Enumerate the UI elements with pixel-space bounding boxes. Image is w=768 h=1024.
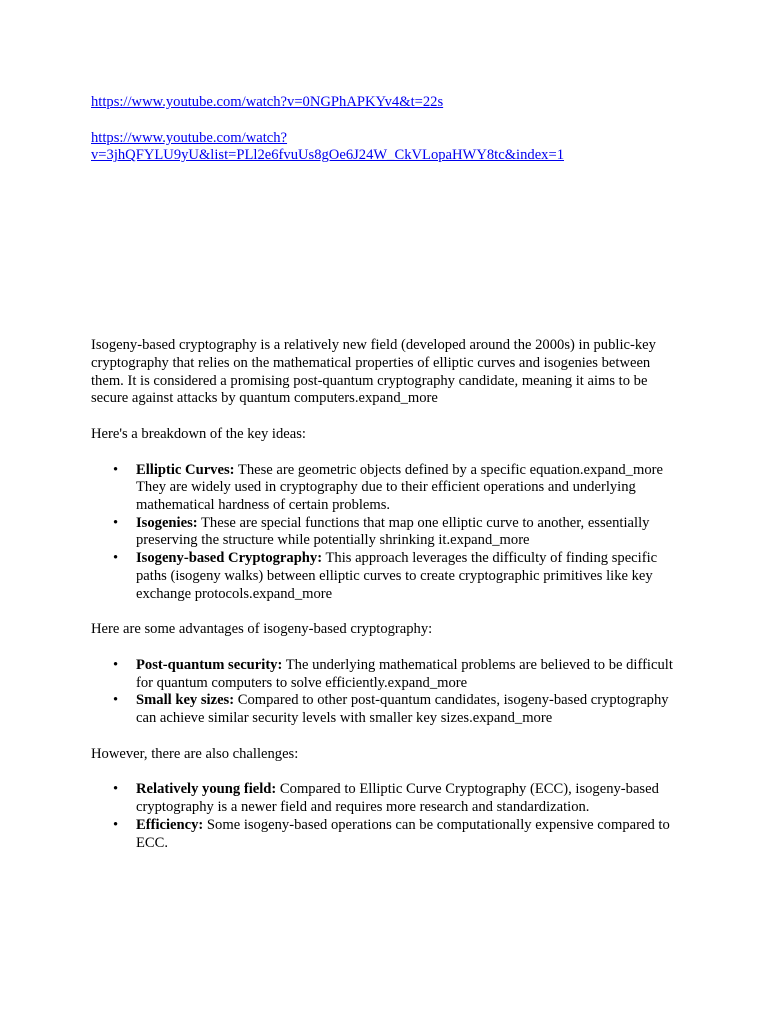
advantages-item-text: The underlying mathematical problems are believed to be difficult for quantum computers to solve efficiently.expand_more	[136, 656, 673, 691]
intro-paragraph: Isogeny-based cryptography is a relatively new field (developed around the 2000s) in public-key cryptography that relies on the mathematical properties of elliptic curves and isogenies between them. It is considered a promising post-quantum cryptography candidate, meaning it aims to be secure against attacks by quantum computers.expand_more	[91, 337, 656, 407]
breakdown-item	[113, 550, 681, 603]
bullet-icon: •	[113, 781, 119, 798]
breakdown-item-term: Isogenies:	[136, 514, 198, 531]
breakdown-list	[91, 462, 681, 604]
challenges-item-term: Relatively young field:	[136, 781, 277, 798]
advantages-item-text: Compared to other post-quantum candidates, isogeny-based cryptography can achieve similar security levels with smaller key sizes.expand_more	[136, 692, 669, 727]
breakdown-item-text: This approach leverages the difficulty of finding specific paths (isogeny walks) between elliptic curves to create cryptographic primitives like key exchange protocols.expand_more	[136, 550, 658, 602]
breakdown-item	[113, 461, 681, 515]
bullet-icon: •	[113, 461, 119, 478]
link-2-block	[91, 130, 681, 165]
breakdown-item-text: These are special functions that map one elliptic curve to another, essentially preserving the structure while potentially shrinking it.expand_more	[136, 514, 650, 549]
challenges-item-text: Compared to Elliptic Curve Cryptography (ECC), isogeny-based cryptography is a newer field and requires more research and standardization.	[136, 781, 659, 816]
advantages-item	[113, 656, 681, 692]
bullet-icon: •	[113, 514, 119, 531]
breakdown-item-term: Isogeny-based Cryptography:	[136, 550, 323, 567]
bullet-icon: •	[113, 550, 119, 567]
challenges-heading: However, there are also challenges:	[91, 745, 299, 762]
advantages-item-term: Small key sizes:	[136, 692, 235, 709]
blank-space	[91, 183, 681, 337]
youtube-link-2-line-1: https://www.youtube.com/watch?	[91, 129, 288, 146]
breakdown-item-term: Elliptic Curves:	[136, 461, 235, 478]
bullet-icon: •	[113, 656, 119, 673]
breakdown-item	[113, 514, 681, 550]
challenges-item	[113, 781, 681, 816]
advantages-item-term: Post-quantum security:	[136, 656, 283, 673]
challenges-list	[91, 781, 681, 852]
challenges-item-term: Efficiency:	[136, 816, 204, 833]
document-page	[91, 94, 681, 870]
breakdown-item-text: These are geometric objects defined by a specific equation.expand_more They are widely used in cryptography due to their efficient operations and underlying mathematical hardness of certain problems.	[136, 461, 663, 514]
link-1-block	[91, 94, 681, 112]
youtube-link-2-line-2: v=3jhQFYLU9yU&list=PLl2e6fvuUs8gOe6J24W_CkVLopaHWY8tc&index=1	[91, 147, 564, 164]
bullet-icon: •	[113, 816, 119, 833]
challenges-item	[113, 816, 681, 852]
bullet-icon: •	[113, 692, 119, 709]
advantages-heading: Here are some advantages of isogeny-based cryptography:	[91, 621, 433, 638]
youtube-link-1[interactable]: https://www.youtube.com/watch?v=0NGPhAPKYv4&t=22s	[91, 94, 444, 110]
challenges-item-text: Some isogeny-based operations can be computationally expensive compared to ECC.	[136, 816, 670, 851]
breakdown-heading: Here's a breakdown of the key ideas:	[91, 425, 306, 442]
advantages-list	[91, 657, 681, 728]
youtube-link-2[interactable]	[91, 130, 681, 165]
advantages-item	[113, 692, 681, 727]
